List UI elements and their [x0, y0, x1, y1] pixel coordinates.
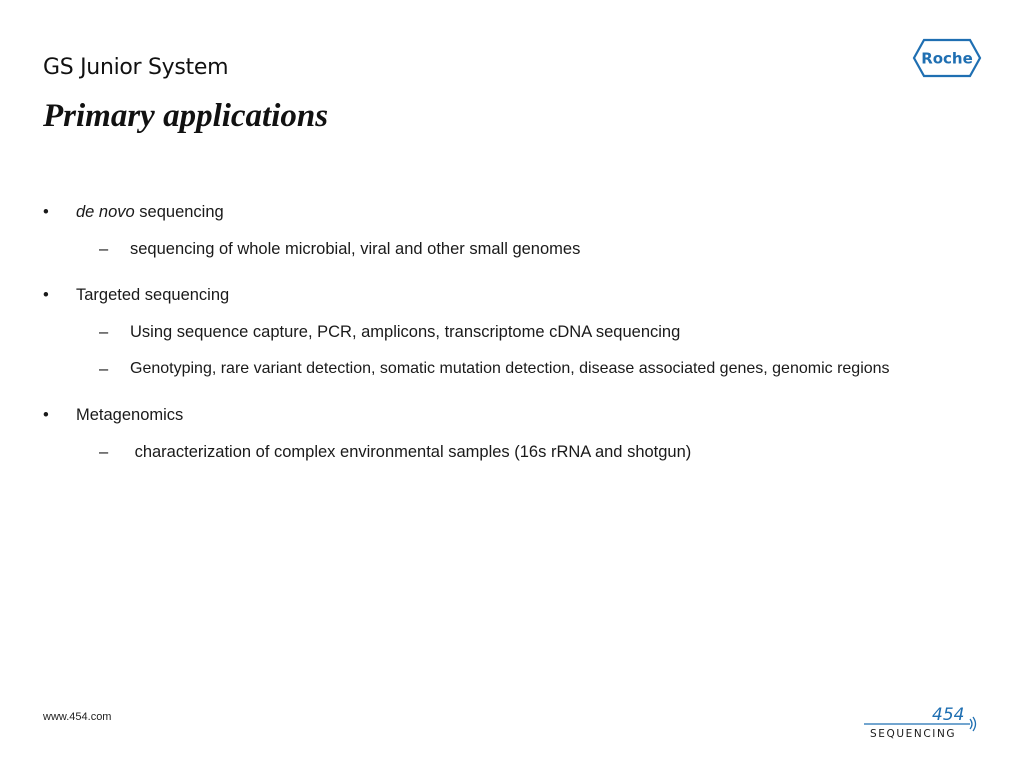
sub-list-item-text: Using sequence capture, PCR, amplicons, transcriptome cDNA sequencing: [130, 323, 681, 341]
logo-sequencing-word: SEQUENCING: [870, 728, 957, 740]
454-sequencing-logo: [862, 700, 980, 742]
dash-marker: –: [99, 360, 109, 378]
logo-wave-1: [970, 719, 972, 729]
dash-marker: –: [99, 323, 109, 341]
list-item-italic-lead: de novo: [76, 203, 135, 221]
logo-wave-2: [973, 717, 976, 731]
bullet-marker: •: [43, 203, 49, 221]
list-item-label: Metagenomics: [76, 406, 184, 424]
dash-marker: –: [99, 240, 109, 258]
list-item-label: Targeted sequencing: [76, 286, 230, 304]
roche-logo: [912, 38, 982, 78]
dash-marker: –: [99, 443, 109, 461]
sub-list-item-text: Genotyping, rare variant detection, somatic mutation detection, disease associated genes, genomic regions: [130, 360, 890, 377]
slide-title: Primary applications: [43, 98, 329, 134]
list-item-label: [76, 203, 224, 222]
list-item-label-rest: sequencing: [134, 203, 224, 221]
bullet-marker: •: [43, 406, 49, 424]
footer-website-link[interactable]: www.454.com: [43, 711, 112, 723]
roche-logo-text: Roche: [921, 49, 973, 68]
bullet-marker: •: [43, 286, 49, 304]
sub-list-item-text: sequencing of whole microbial, viral and other small genomes: [130, 240, 581, 258]
logo-454-number: 454: [932, 705, 965, 725]
slide-kicker: GS Junior System: [43, 55, 229, 80]
sub-list-item-text: characterization of complex environmental samples (16s rRNA and shotgun): [130, 443, 692, 461]
